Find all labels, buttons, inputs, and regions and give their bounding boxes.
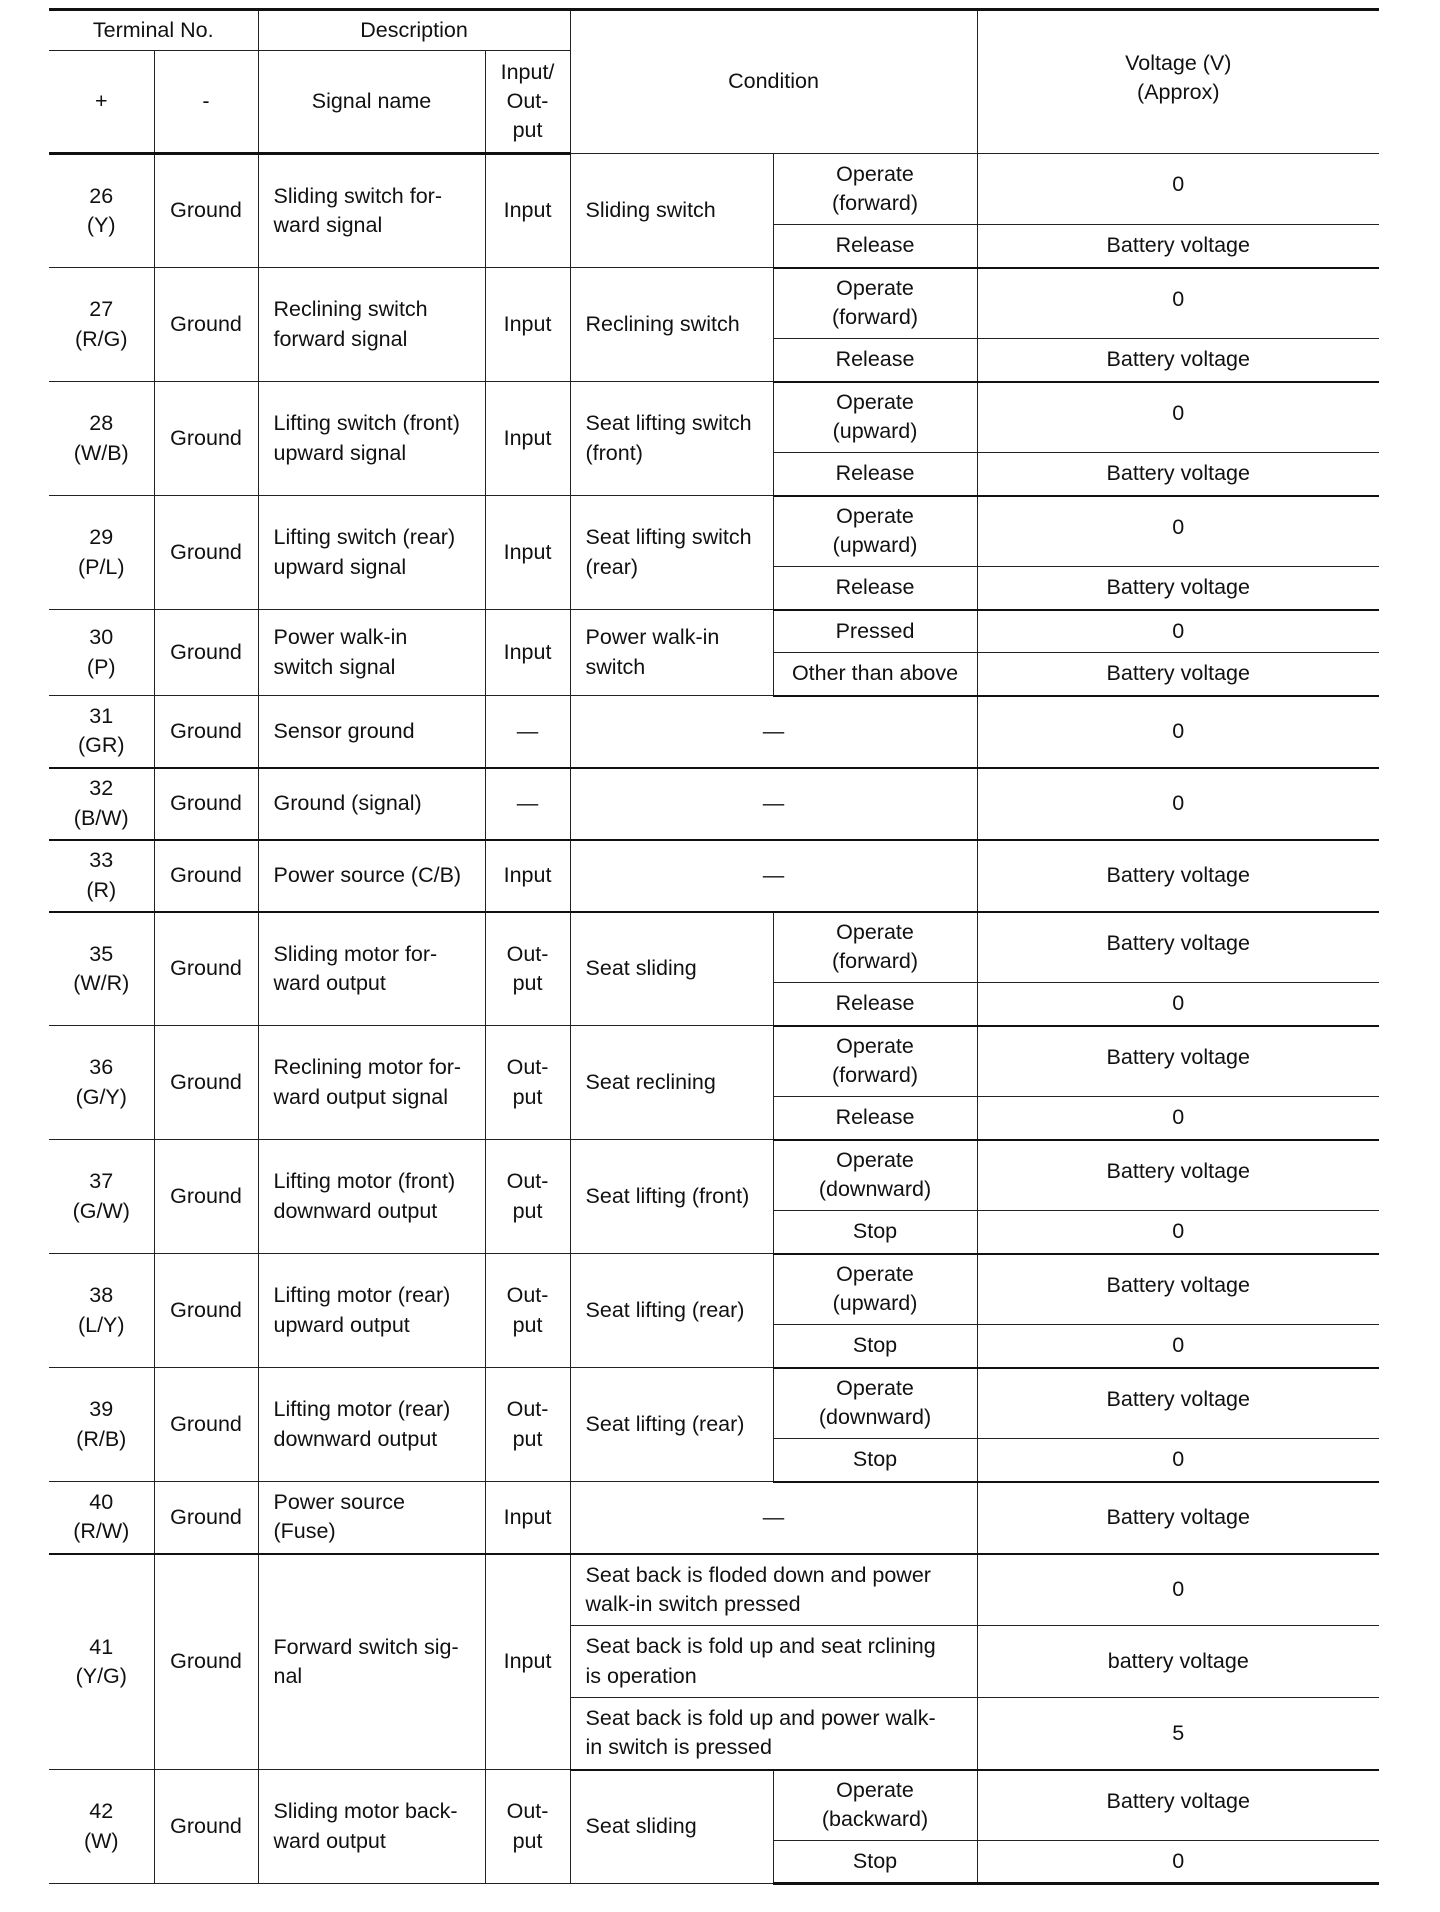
condition: Seat lifting (rear) xyxy=(570,1254,773,1368)
header-input-output: Input/ Out- put xyxy=(485,51,570,154)
header-row-1 xyxy=(49,10,1379,51)
signal-name: Lifting switch (front) upward signal xyxy=(258,382,485,496)
condition: Seat back is fold up and seat rclining is operation xyxy=(570,1626,977,1698)
voltage-value: Battery voltage xyxy=(977,225,1379,268)
condition: Seat back is floded down and power walk-in switch pressed xyxy=(570,1554,977,1626)
voltage-value: Battery voltage xyxy=(977,1254,1379,1325)
condition-state: Operate (backward) xyxy=(773,1770,977,1841)
table-row xyxy=(49,1140,1379,1211)
table-row xyxy=(49,382,1379,453)
condition-state: Other than above xyxy=(773,653,977,696)
voltage-value: 0 xyxy=(977,610,1379,653)
table-row xyxy=(49,1482,1379,1554)
table-row xyxy=(49,840,1379,912)
ground-cell: Ground xyxy=(154,768,258,840)
signal-name: Lifting switch (rear) upward signal xyxy=(258,496,485,610)
voltage-value: 0 xyxy=(977,1097,1379,1140)
condition-state: Stop xyxy=(773,1439,977,1482)
condition: Seat lifting (rear) xyxy=(570,1368,773,1482)
signal-name: Reclining switch forward signal xyxy=(258,268,485,382)
voltage-value: Battery voltage xyxy=(977,912,1379,983)
signal-name: Sliding switch for- ward signal xyxy=(258,154,485,268)
table-row xyxy=(49,496,1379,567)
input-output: Out- put xyxy=(485,1368,570,1482)
terminal-number: 26 (Y) xyxy=(49,154,154,268)
voltage-value: Battery voltage xyxy=(977,453,1379,496)
input-output: Out- put xyxy=(485,912,570,1026)
terminal-number: 37 (G/W) xyxy=(49,1140,154,1254)
condition-state: Operate (forward) xyxy=(773,268,977,339)
condition: — xyxy=(570,1482,977,1554)
ground-cell: Ground xyxy=(154,1254,258,1368)
signal-name: Reclining motor for- ward output signal xyxy=(258,1026,485,1140)
voltage-value: 0 xyxy=(977,496,1379,567)
voltage-value: 0 xyxy=(977,1211,1379,1254)
signal-name: Lifting motor (front) downward output xyxy=(258,1140,485,1254)
voltage-value: Battery voltage xyxy=(977,339,1379,382)
input-output: — xyxy=(485,696,570,768)
terminal-number: 31 (GR) xyxy=(49,696,154,768)
input-output: Input xyxy=(485,154,570,268)
condition-state: Operate (downward) xyxy=(773,1140,977,1211)
voltage-value: 0 xyxy=(977,1325,1379,1368)
table-row xyxy=(49,1770,1379,1841)
voltage-value: Battery voltage xyxy=(977,1770,1379,1841)
signal-name: Forward switch sig- nal xyxy=(258,1554,485,1770)
condition-state: Stop xyxy=(773,1211,977,1254)
ground-cell: Ground xyxy=(154,1026,258,1140)
signal-name: Power source (C/B) xyxy=(258,840,485,912)
ground-cell: Ground xyxy=(154,496,258,610)
condition-state: Operate (upward) xyxy=(773,382,977,453)
condition: Sliding switch xyxy=(570,154,773,268)
condition: Seat reclining xyxy=(570,1026,773,1140)
table-row xyxy=(49,1368,1379,1439)
condition: — xyxy=(570,768,977,840)
signal-name: Sliding motor for- ward output xyxy=(258,912,485,1026)
ground-cell: Ground xyxy=(154,840,258,912)
voltage-value: 0 xyxy=(977,154,1379,225)
terminal-spec-table xyxy=(49,8,1379,1885)
terminal-number: 32 (B/W) xyxy=(49,768,154,840)
ground-cell: Ground xyxy=(154,1368,258,1482)
signal-name: Lifting motor (rear) downward output xyxy=(258,1368,485,1482)
condition-state: Release xyxy=(773,225,977,268)
terminal-number: 28 (W/B) xyxy=(49,382,154,496)
terminal-number: 29 (P/L) xyxy=(49,496,154,610)
condition: — xyxy=(570,840,977,912)
ground-cell: Ground xyxy=(154,268,258,382)
input-output: Input xyxy=(485,496,570,610)
signal-name: Ground (signal) xyxy=(258,768,485,840)
condition-state: Release xyxy=(773,983,977,1026)
voltage-value: 0 xyxy=(977,696,1379,768)
signal-name: Power source (Fuse) xyxy=(258,1482,485,1554)
condition-state: Release xyxy=(773,1097,977,1140)
voltage-value: Battery voltage xyxy=(977,1026,1379,1097)
condition-state: Stop xyxy=(773,1841,977,1884)
header-description: Description xyxy=(258,10,570,51)
table-row xyxy=(49,696,1379,768)
condition-state: Release xyxy=(773,567,977,610)
table-row xyxy=(49,912,1379,983)
condition: Power walk-in switch xyxy=(570,610,773,696)
signal-name: Sliding motor back- ward output xyxy=(258,1770,485,1884)
terminal-number: 35 (W/R) xyxy=(49,912,154,1026)
voltage-value: 5 xyxy=(977,1698,1379,1770)
header-terminal-no: Terminal No. xyxy=(49,10,258,51)
condition: Seat back is fold up and power walk- in switch is pressed xyxy=(570,1698,977,1770)
terminal-number: 40 (R/W) xyxy=(49,1482,154,1554)
input-output: Out- put xyxy=(485,1026,570,1140)
voltage-value: 0 xyxy=(977,1841,1379,1884)
input-output: Input xyxy=(485,610,570,696)
voltage-value: 0 xyxy=(977,1554,1379,1626)
voltage-value: 0 xyxy=(977,382,1379,453)
header-minus: - xyxy=(154,51,258,154)
signal-name: Sensor ground xyxy=(258,696,485,768)
condition-state: Operate (forward) xyxy=(773,912,977,983)
terminal-number: 38 (L/Y) xyxy=(49,1254,154,1368)
terminal-number: 33 (R) xyxy=(49,840,154,912)
condition-state: Operate (forward) xyxy=(773,1026,977,1097)
input-output: Out- put xyxy=(485,1140,570,1254)
ground-cell: Ground xyxy=(154,1554,258,1770)
table-row xyxy=(49,768,1379,840)
table-row xyxy=(49,268,1379,339)
condition: — xyxy=(570,696,977,768)
terminal-number: 27 (R/G) xyxy=(49,268,154,382)
condition: Seat sliding xyxy=(570,1770,773,1884)
header-voltage: Voltage (V) (Approx) xyxy=(977,10,1379,154)
terminal-number: 36 (G/Y) xyxy=(49,1026,154,1140)
condition: Seat lifting switch (rear) xyxy=(570,496,773,610)
voltage-value: battery voltage xyxy=(977,1626,1379,1698)
condition-state: Operate (upward) xyxy=(773,496,977,567)
ground-cell: Ground xyxy=(154,382,258,496)
voltage-value: Battery voltage xyxy=(977,1482,1379,1554)
condition-state: Operate (forward) xyxy=(773,154,977,225)
ground-cell: Ground xyxy=(154,610,258,696)
voltage-value: Battery voltage xyxy=(977,1368,1379,1439)
condition-state: Operate (upward) xyxy=(773,1254,977,1325)
terminal-number: 39 (R/B) xyxy=(49,1368,154,1482)
input-output: — xyxy=(485,768,570,840)
input-output: Input xyxy=(485,840,570,912)
condition: Seat lifting switch (front) xyxy=(570,382,773,496)
input-output: Out- put xyxy=(485,1770,570,1884)
ground-cell: Ground xyxy=(154,1482,258,1554)
header-condition: Condition xyxy=(570,10,977,154)
input-output: Input xyxy=(485,382,570,496)
condition: Seat sliding xyxy=(570,912,773,1026)
ground-cell: Ground xyxy=(154,154,258,268)
voltage-value: 0 xyxy=(977,983,1379,1026)
table-row xyxy=(49,1254,1379,1325)
input-output: Out- put xyxy=(485,1254,570,1368)
signal-name: Lifting motor (rear) upward output xyxy=(258,1254,485,1368)
header-plus: + xyxy=(49,51,154,154)
ground-cell: Ground xyxy=(154,696,258,768)
input-output: Input xyxy=(485,1482,570,1554)
input-output: Input xyxy=(485,268,570,382)
voltage-value: Battery voltage xyxy=(977,1140,1379,1211)
voltage-value: Battery voltage xyxy=(977,567,1379,610)
terminal-spec-page xyxy=(49,8,1379,1885)
condition: Reclining switch xyxy=(570,268,773,382)
condition-state: Release xyxy=(773,339,977,382)
table-row xyxy=(49,1026,1379,1097)
voltage-value: Battery voltage xyxy=(977,840,1379,912)
ground-cell: Ground xyxy=(154,1140,258,1254)
table-row xyxy=(49,610,1379,653)
ground-cell: Ground xyxy=(154,1770,258,1884)
voltage-value: 0 xyxy=(977,768,1379,840)
ground-cell: Ground xyxy=(154,912,258,1026)
table-body xyxy=(49,10,1379,1884)
condition-state: Operate (downward) xyxy=(773,1368,977,1439)
voltage-value: Battery voltage xyxy=(977,653,1379,696)
terminal-number: 30 (P) xyxy=(49,610,154,696)
condition-state: Pressed xyxy=(773,610,977,653)
terminal-number: 41 (Y/G) xyxy=(49,1554,154,1770)
input-output: Input xyxy=(485,1554,570,1770)
table-row xyxy=(49,1554,1379,1626)
table-row xyxy=(49,154,1379,225)
voltage-value: 0 xyxy=(977,268,1379,339)
voltage-value: 0 xyxy=(977,1439,1379,1482)
signal-name: Power walk-in switch signal xyxy=(258,610,485,696)
condition-state: Stop xyxy=(773,1325,977,1368)
header-signal-name: Signal name xyxy=(258,51,485,154)
condition-state: Release xyxy=(773,453,977,496)
terminal-number: 42 (W) xyxy=(49,1770,154,1884)
condition: Seat lifting (front) xyxy=(570,1140,773,1254)
